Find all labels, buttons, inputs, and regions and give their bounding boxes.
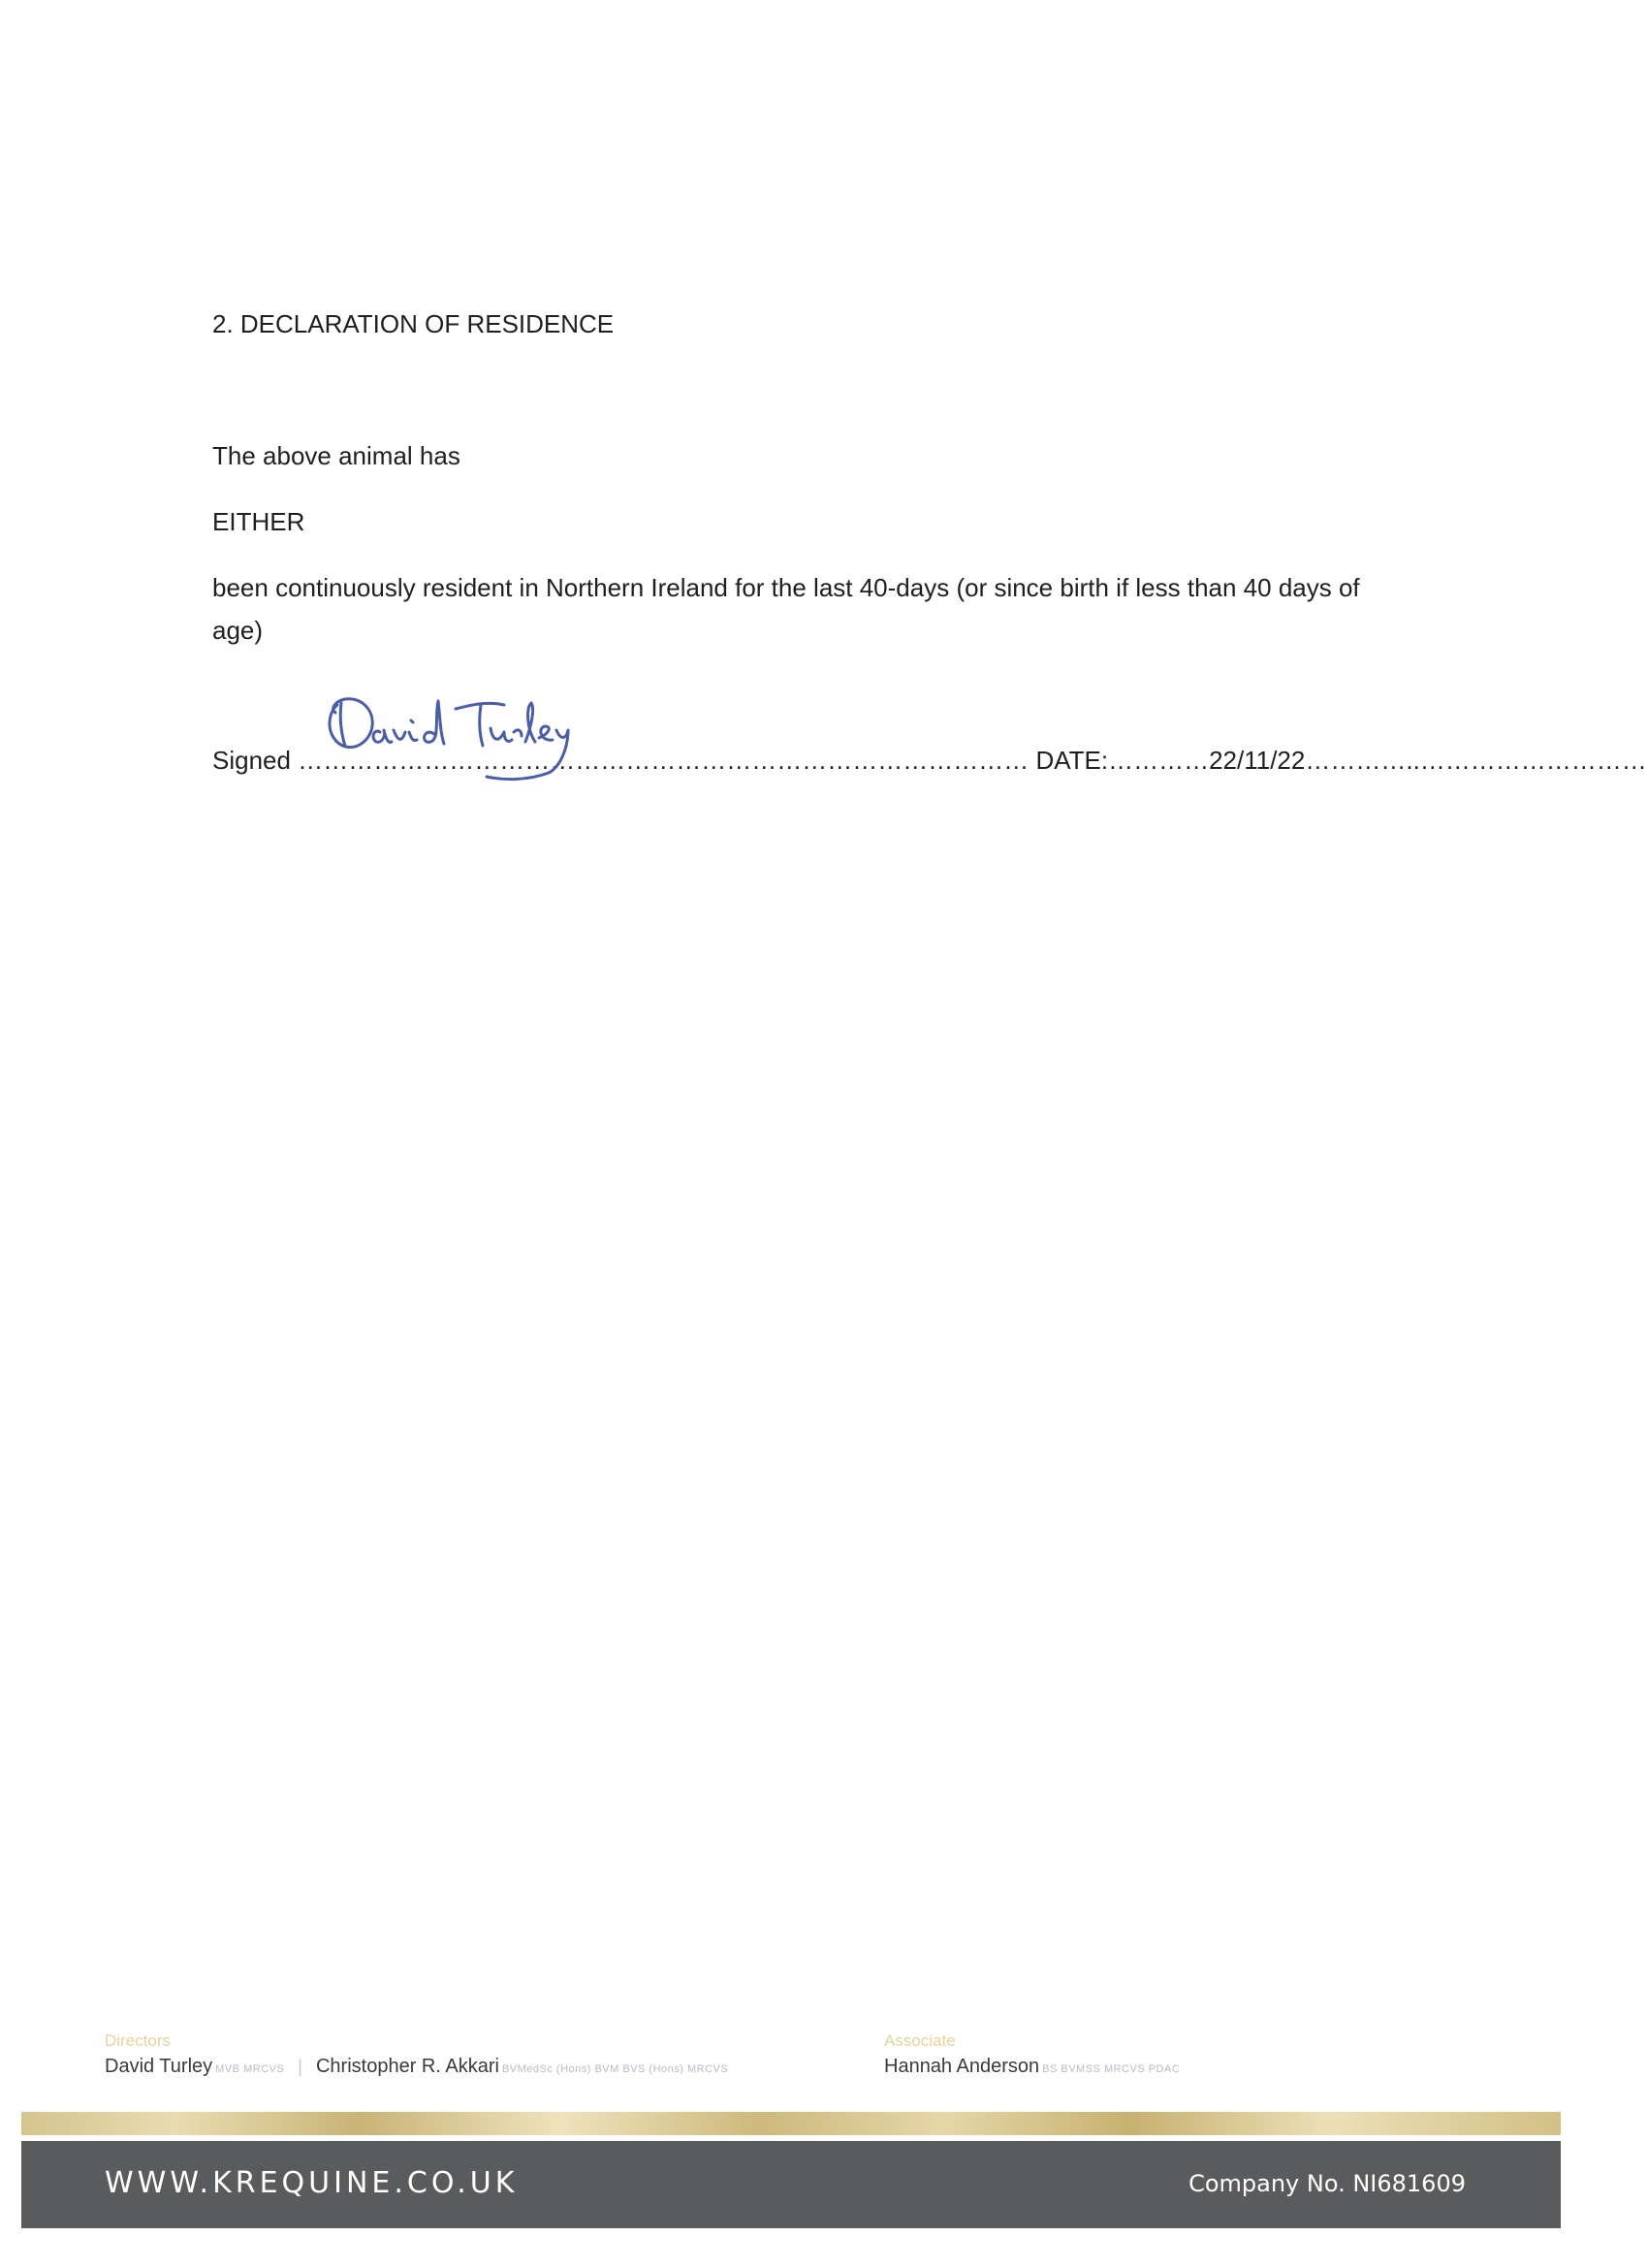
date-label: DATE:	[1035, 746, 1109, 775]
intro-text: The above animal has	[212, 441, 460, 470]
directors-line	[105, 2053, 728, 2083]
either-text: EITHER	[212, 507, 305, 536]
website-link[interactable]: WWW.KREQUINE.CO.UK	[105, 2166, 519, 2200]
director-name: Christopher R. Akkari	[315, 2056, 499, 2077]
company-number: Company No. NI681609	[1188, 2170, 1466, 2197]
directors-heading: Directors	[105, 2031, 172, 2050]
associate-quals: BS BVMSS MRCVS PDAC	[1042, 2063, 1181, 2075]
associate-line	[884, 2053, 1180, 2083]
directors-group	[105, 2031, 728, 2083]
handwritten-signature	[320, 684, 582, 790]
staff-row	[105, 2031, 1559, 2090]
date-dots-after: …………..………………………	[1305, 746, 1647, 775]
residence-statement: been continuously resident in Northern Ireland for the last 40-days (or since birth if less than 40 days of age)	[212, 573, 1360, 645]
separator: |	[298, 2057, 302, 2076]
signed-dots: ……………………………………………………………………………	[298, 746, 1029, 775]
associate-name: Hannah Anderson	[884, 2056, 1040, 2077]
gold-bar	[21, 2112, 1561, 2135]
associate-group	[884, 2031, 1180, 2083]
date-dots-before: …………	[1108, 746, 1210, 775]
signed-label: Signed	[212, 746, 291, 775]
footer-band	[21, 2141, 1561, 2228]
director-name: David Turley	[105, 2056, 213, 2077]
section-title: 2. DECLARATION OF RESIDENCE	[212, 309, 615, 338]
director-quals: BVMedSc (Hons) BVM BVS (Hons) MRCVS	[501, 2063, 729, 2075]
associate-heading: Associate	[884, 2031, 956, 2050]
director-quals: MVB MRCVS	[215, 2063, 285, 2075]
date-value: 22/11/22	[1209, 746, 1306, 775]
